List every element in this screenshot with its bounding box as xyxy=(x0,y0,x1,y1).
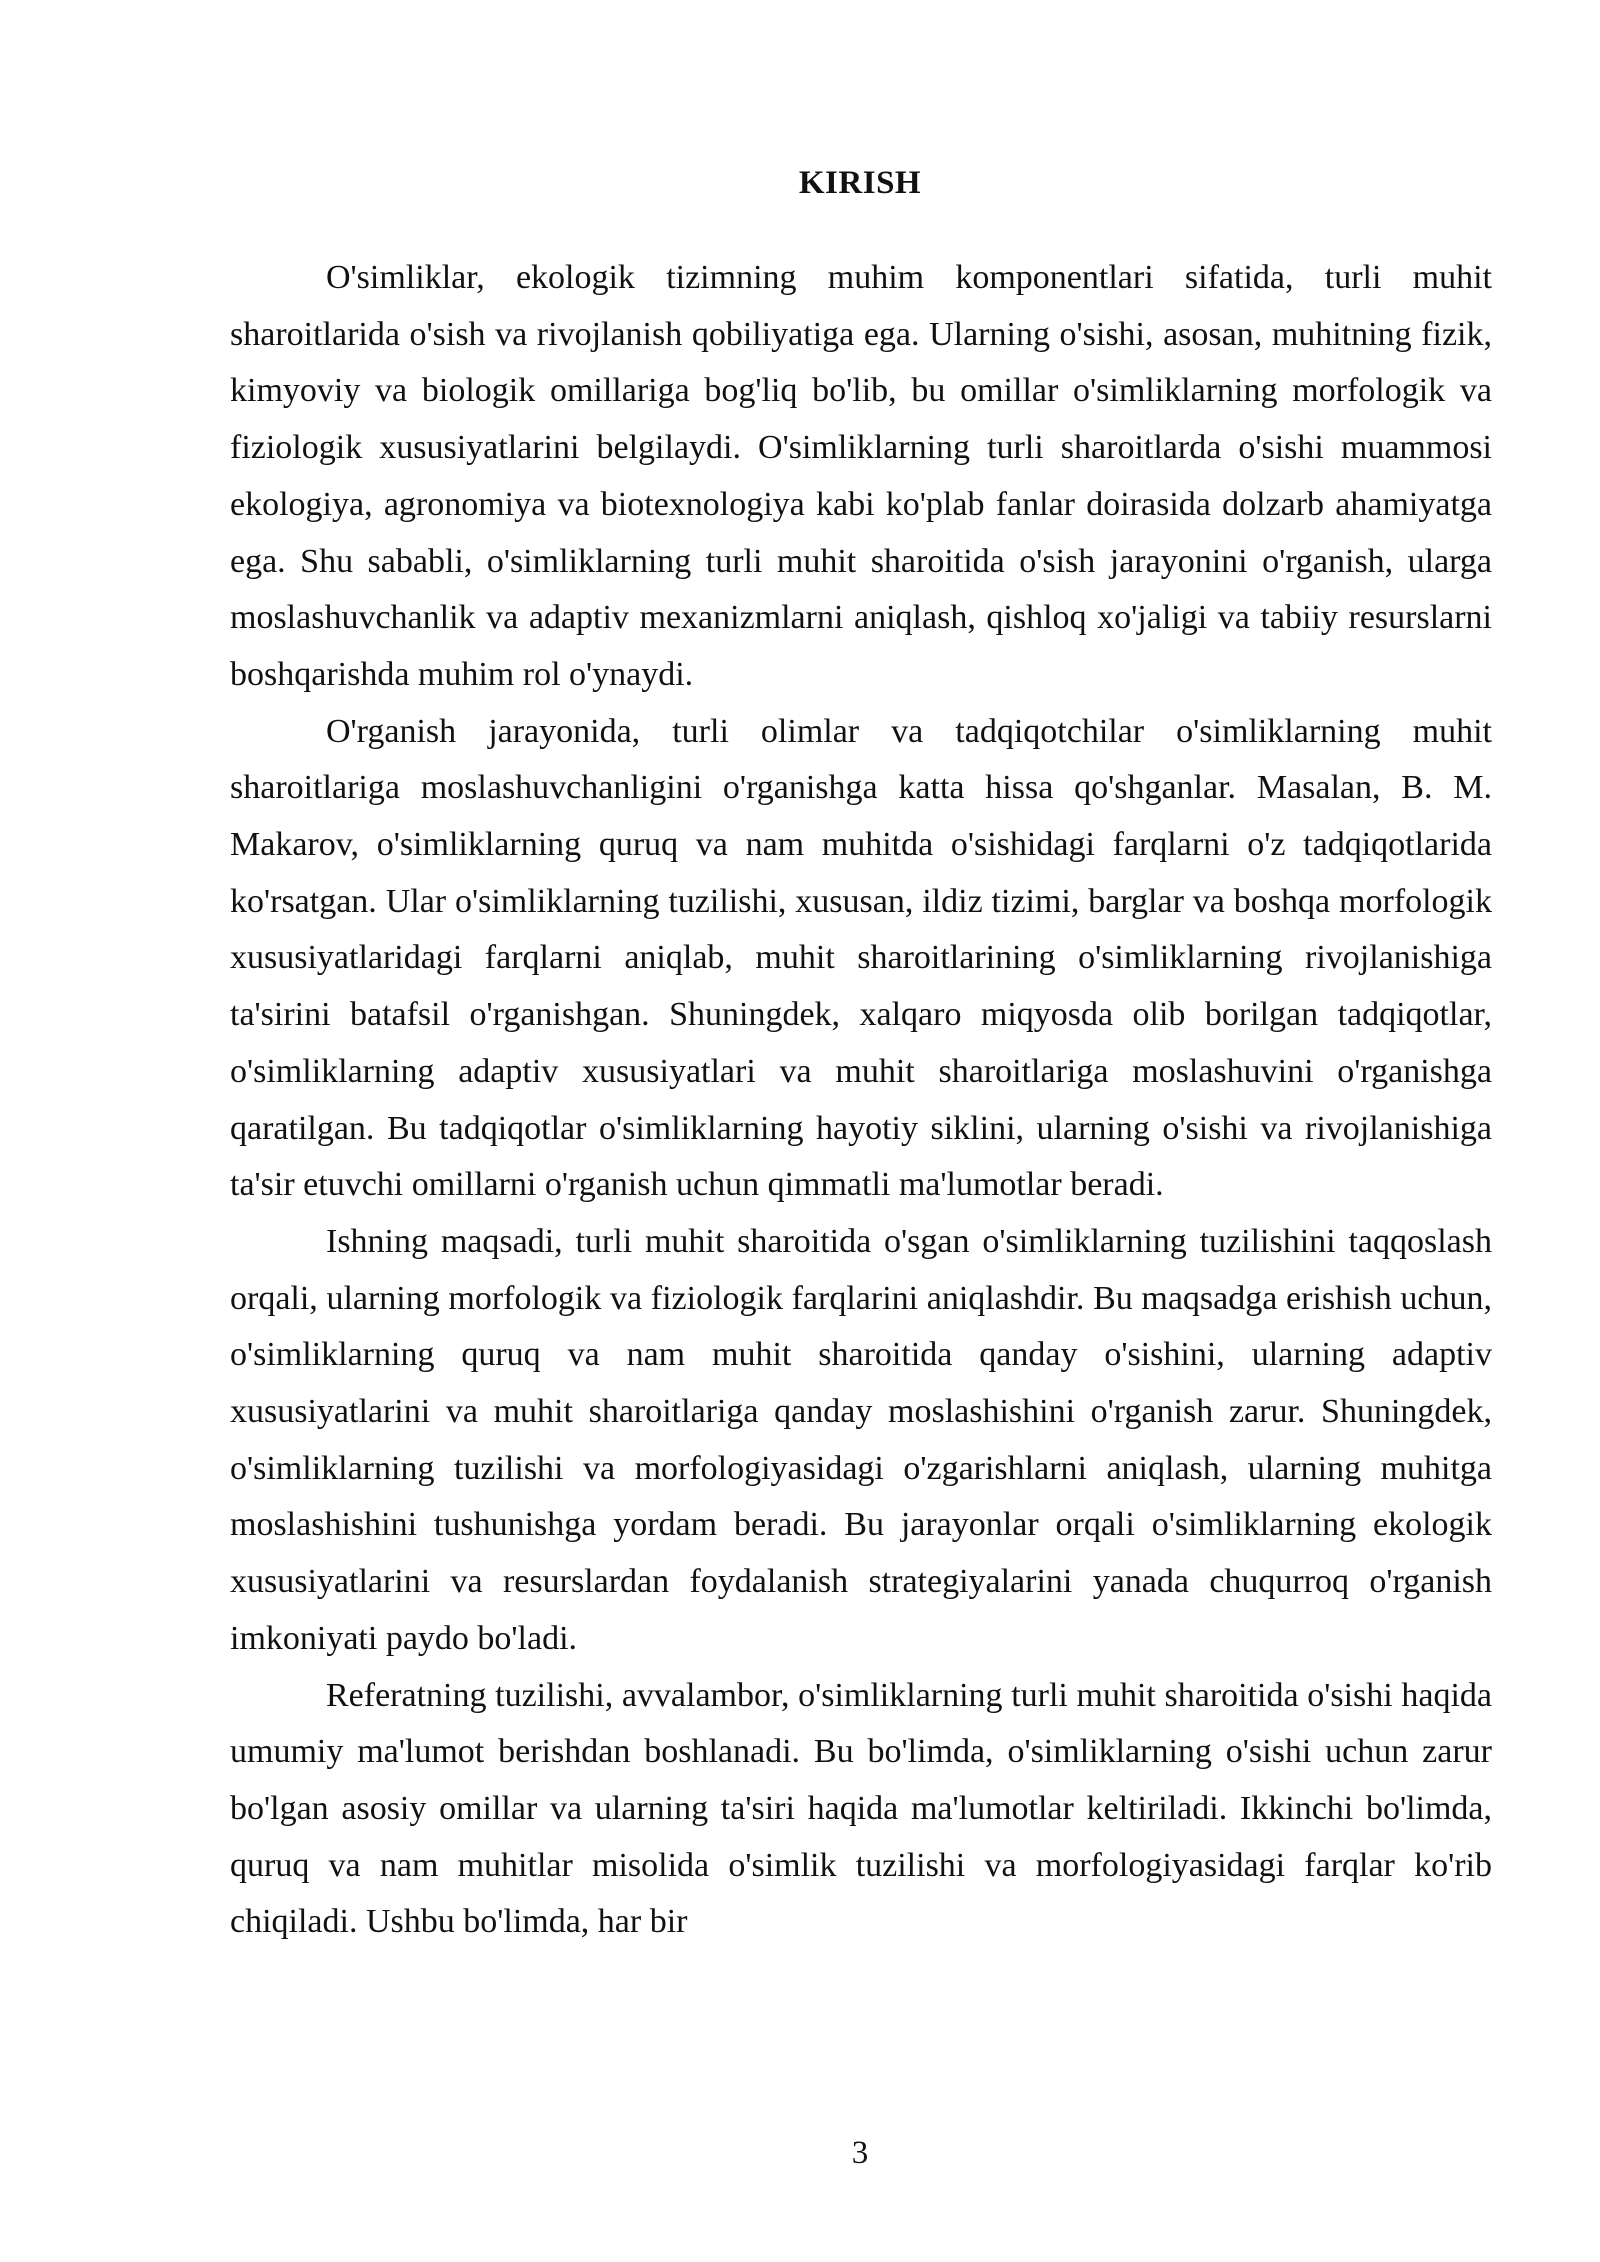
paragraph-1: O'simliklar, ekologik tizimning muhim komponentlari sifatida, turli muhit sharoitlarida o'sish va rivojlanish qobiliyatiga ega. Ularning o'sishi, asosan, muhitning fizik, kimyoviy va biologik omillariga bog'liq bo'lib, bu omillar o'simliklarning morfologik va fiziologik xususiyatlarini belgilaydi. O'simliklarning turli sharoitlarda o'sishi muammosi ekologiya, agronomiya va biotexnologiya kabi ko'plab fanlar doirasida dolzarb ahamiyatga ega. Shu sababli, o'simliklarning turli muhit sharoitida o'sish jarayonini o'rganish, ularga moslashuvchanlik va adaptiv mexanizmlarni aniqlash, qishloq xo'jaligi va tabiiy resurslarni boshqarishda muhim rol o'ynaydi. xyxy=(230,259,1492,693)
body-text xyxy=(230,250,1492,1951)
paragraph-2: O'rganish jarayonida, turli olimlar va tadqiqotchilar o'simliklarning muhit sharoitlariga moslashuvchanligini o'rganishga katta hissa qo'shganlar. Masalan, B. M. Makarov, o'simliklarning quruq va nam muhitda o'sishidagi farqlarni o'z tadqiqotlarida ko'rsatgan. Ular o'simliklarning tuzilishi, xususan, ildiz tizimi, barglar va boshqa morfologik xususiyatlaridagi farqlarni aniqlab, muhit sharoitlarining o'simliklarning rivojlanishiga ta'sirini batafsil o'rganishgan. Shuningdek, xalqaro miqyosda olib borilgan tadqiqotlar, o'simliklarning adaptiv xususiyatlari va muhit sharoitlariga moslashuvini o'rganishga qaratilgan. Bu tadqiqotlar o'simliklarning hayotiy siklini, ularning o'sishi va rivojlanishiga ta'sir etuvchi omillarni o'rganish uchun qimmatli ma'lumotlar beradi. xyxy=(230,712,1492,1204)
page-number: 3 xyxy=(851,2135,869,2171)
paragraph-4: Referatning tuzilishi, avvalambor, o'simliklarning turli muhit sharoitida o'sishi haqida umumiy ma'lumot berishdan boshlanadi. Bu bo'limda, o'simliklarning o'sishi uchun zarur bo'lgan asosiy omillar va ularning ta'siri haqida ma'lumotlar keltiriladi. Ikkinchi bo'limda, quruq va nam muhitlar misolida o'simlik tuzilishi va morfologiyasidagi farqlar ko'rib chiqiladi. Ushbu bo'limda, har bir xyxy=(230,1676,1492,1941)
page-title: KIRISH xyxy=(798,165,922,201)
paragraph-3: Ishning maqsadi, turli muhit sharoitida o'sgan o'simliklarning tuzilishini taqqoslash orqali, ularning morfologik va fiziologik farqlarini aniqlashdir. Bu maqsadga erishish uchun, o'simliklarning quruq va nam muhit sharoitida qanday o'sishini, ularning adaptiv xususiyatlarini va muhit sharoitlariga qanday moslashishini o'rganish zarur. Shuningdek, o'simliklarning tuzilishi va morfologiyasidagi o'zgarishlarni aniqlash, ularning muhitga moslashishini tushunishga yordam beradi. Bu jarayonlar orqali o'simliklarning ekologik xususiyatlarini va resurslardan foydalanish strategiyalarini yanada chuqurroq o'rganish imkoniyati paydo bo'ladi. xyxy=(230,1222,1492,1657)
